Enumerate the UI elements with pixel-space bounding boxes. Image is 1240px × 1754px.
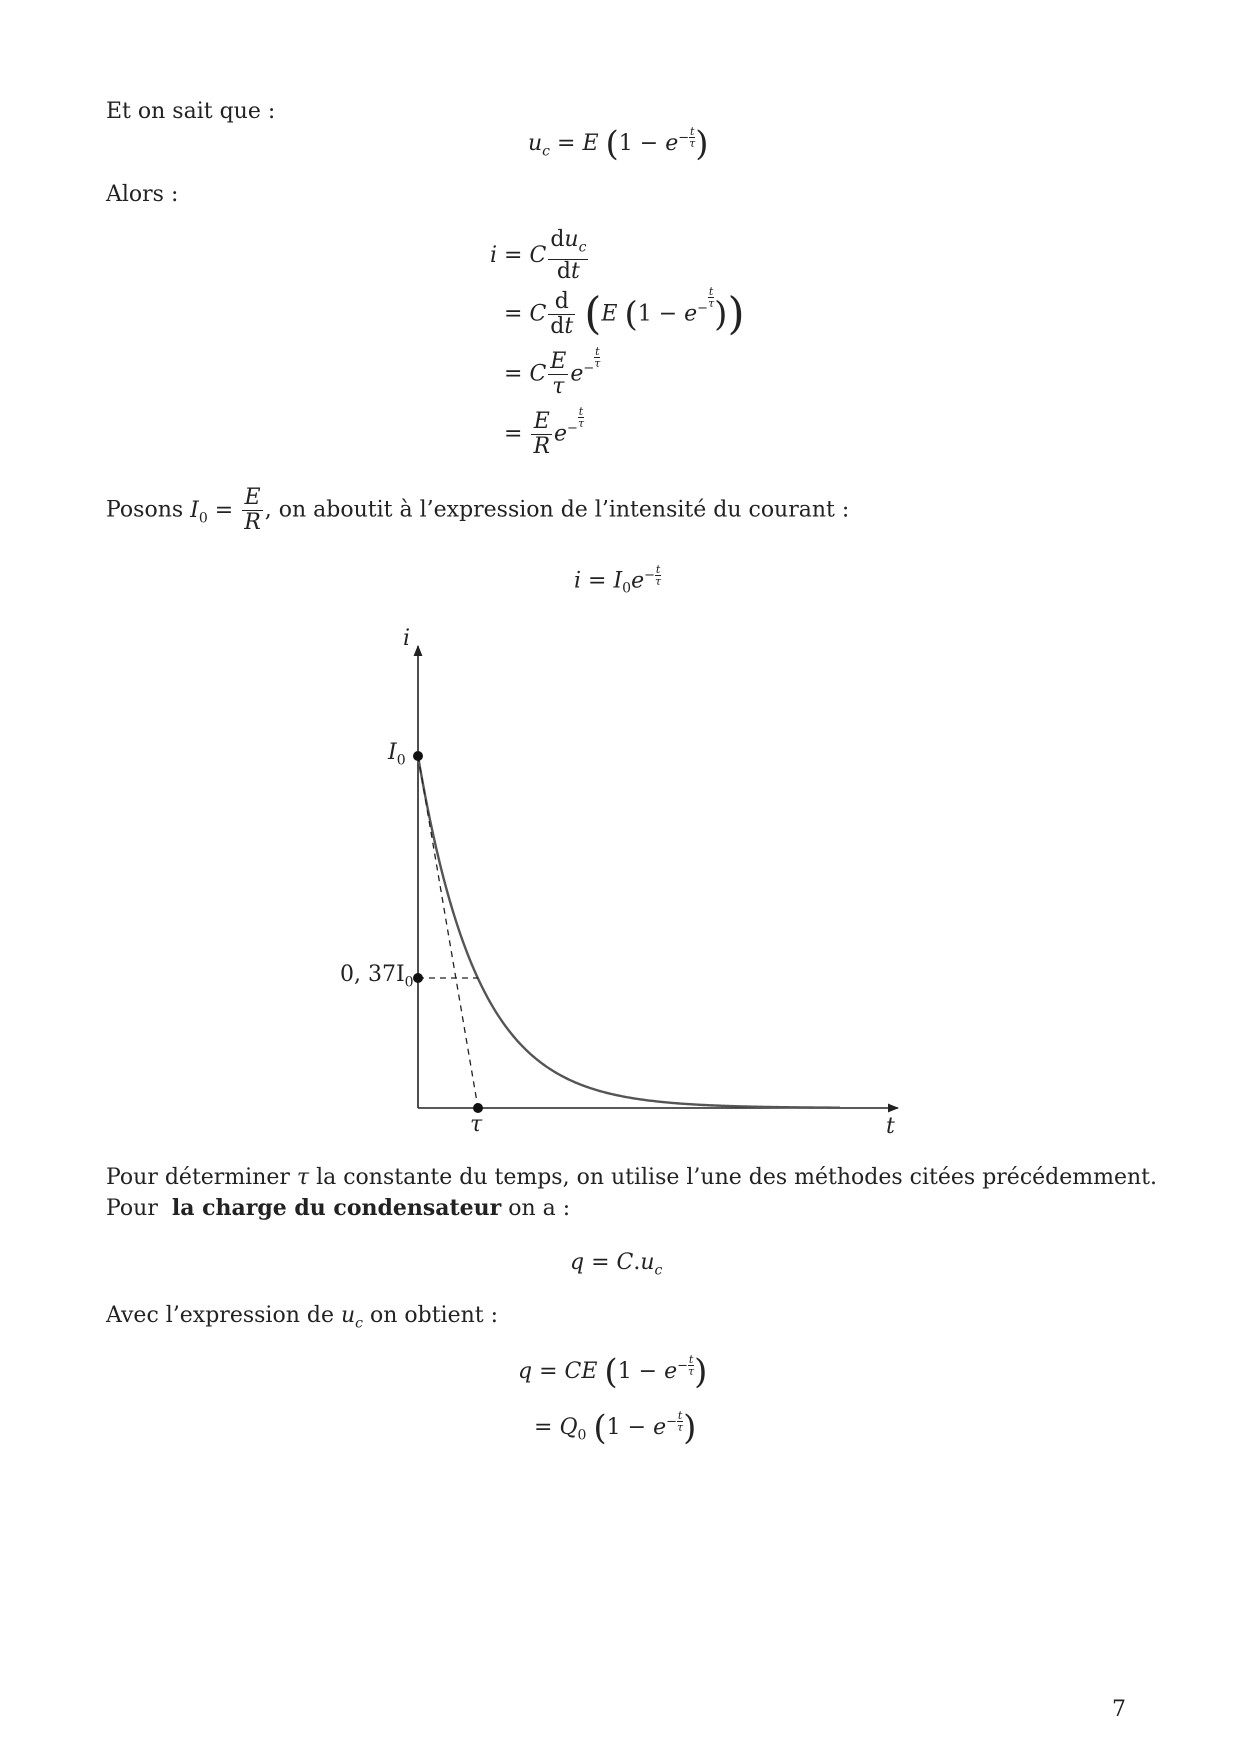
determiner-rest: la constante du temps, on utilise l’une des méthodes citées précédemment. — [316, 1165, 1158, 1190]
point-037I0 — [413, 973, 423, 983]
equation-uc: $u_c = E$ (1 − e− $\frac{t}{\tau}$ ) — [528, 124, 709, 164]
paragraph-et-on-sait-que: Et on sait que : — [106, 99, 276, 124]
page-number: 7 — [1112, 1697, 1126, 1722]
paragraph-determiner-tau: Pour déterminer τ la constante du temps, on utilise l’une des méthodes citées précédemment. — [106, 1165, 1158, 1190]
point-I0 — [413, 751, 423, 761]
charge-rest: on a : — [508, 1196, 571, 1221]
equation-i-derivation-line3: = C $\frac{E}{\tau}$ e− $\frac{t}{\tau}$ — [504, 345, 601, 399]
y-axis-label: i — [403, 626, 411, 651]
avec-text: Avec l’expression de — [106, 1303, 334, 1328]
avec-rest: on obtient : — [369, 1303, 499, 1328]
paragraph-avec: Avec l’expression de $u_c$ on obtient : — [106, 1303, 499, 1332]
paragraph-alors: Alors : — [106, 182, 179, 207]
label-I0: $I_0$ — [388, 740, 406, 769]
equation-i-derivation-line1: i = C $\frac{du_c}{dt}$ — [490, 227, 587, 285]
charge-pour: Pour — [106, 1196, 158, 1221]
equation-i-derivation-line2: = C $\frac{d}{dt}$ (E (1 − e− $\frac{t}{\tau}$ )) — [504, 285, 745, 340]
paragraph-charge — [106, 1194, 570, 1223]
equation-i-derivation-line4: = $\frac{E}{R}$ e− $\frac{t}{\tau}$ — [504, 405, 585, 459]
determiner-text: Pour déterminer — [106, 1165, 290, 1190]
label-tau: τ — [470, 1112, 483, 1137]
x-axis-label: t — [886, 1114, 895, 1139]
tangent-line — [418, 756, 478, 1108]
paragraph-posons: Posons $I_0$ = $\frac{E}{R}$ , on aboutit à l’expression de l’intensité du courant : — [106, 485, 850, 535]
posons-rest: , on aboutit à l’expression de l’intensité du courant : — [264, 497, 850, 523]
equation-q-line2: = $Q_0$ (1 − e− $\frac{t}{\tau}$ ) — [534, 1408, 697, 1448]
charge-bold: la charge du condensateur — [171, 1195, 502, 1221]
decay-curve — [418, 756, 840, 1108]
equation-q: $q = C.u_c$ — [570, 1250, 663, 1279]
equation-i-final: $i = I_0e^-$ $\frac{t}{\tau}$ — [574, 563, 662, 597]
equation-q-line1: q = CE (1 − e− $\frac{t}{\tau}$ ) — [518, 1352, 708, 1392]
posons-label: Posons — [106, 497, 184, 523]
label-037I0: 0, $37I_0$ — [340, 962, 414, 991]
